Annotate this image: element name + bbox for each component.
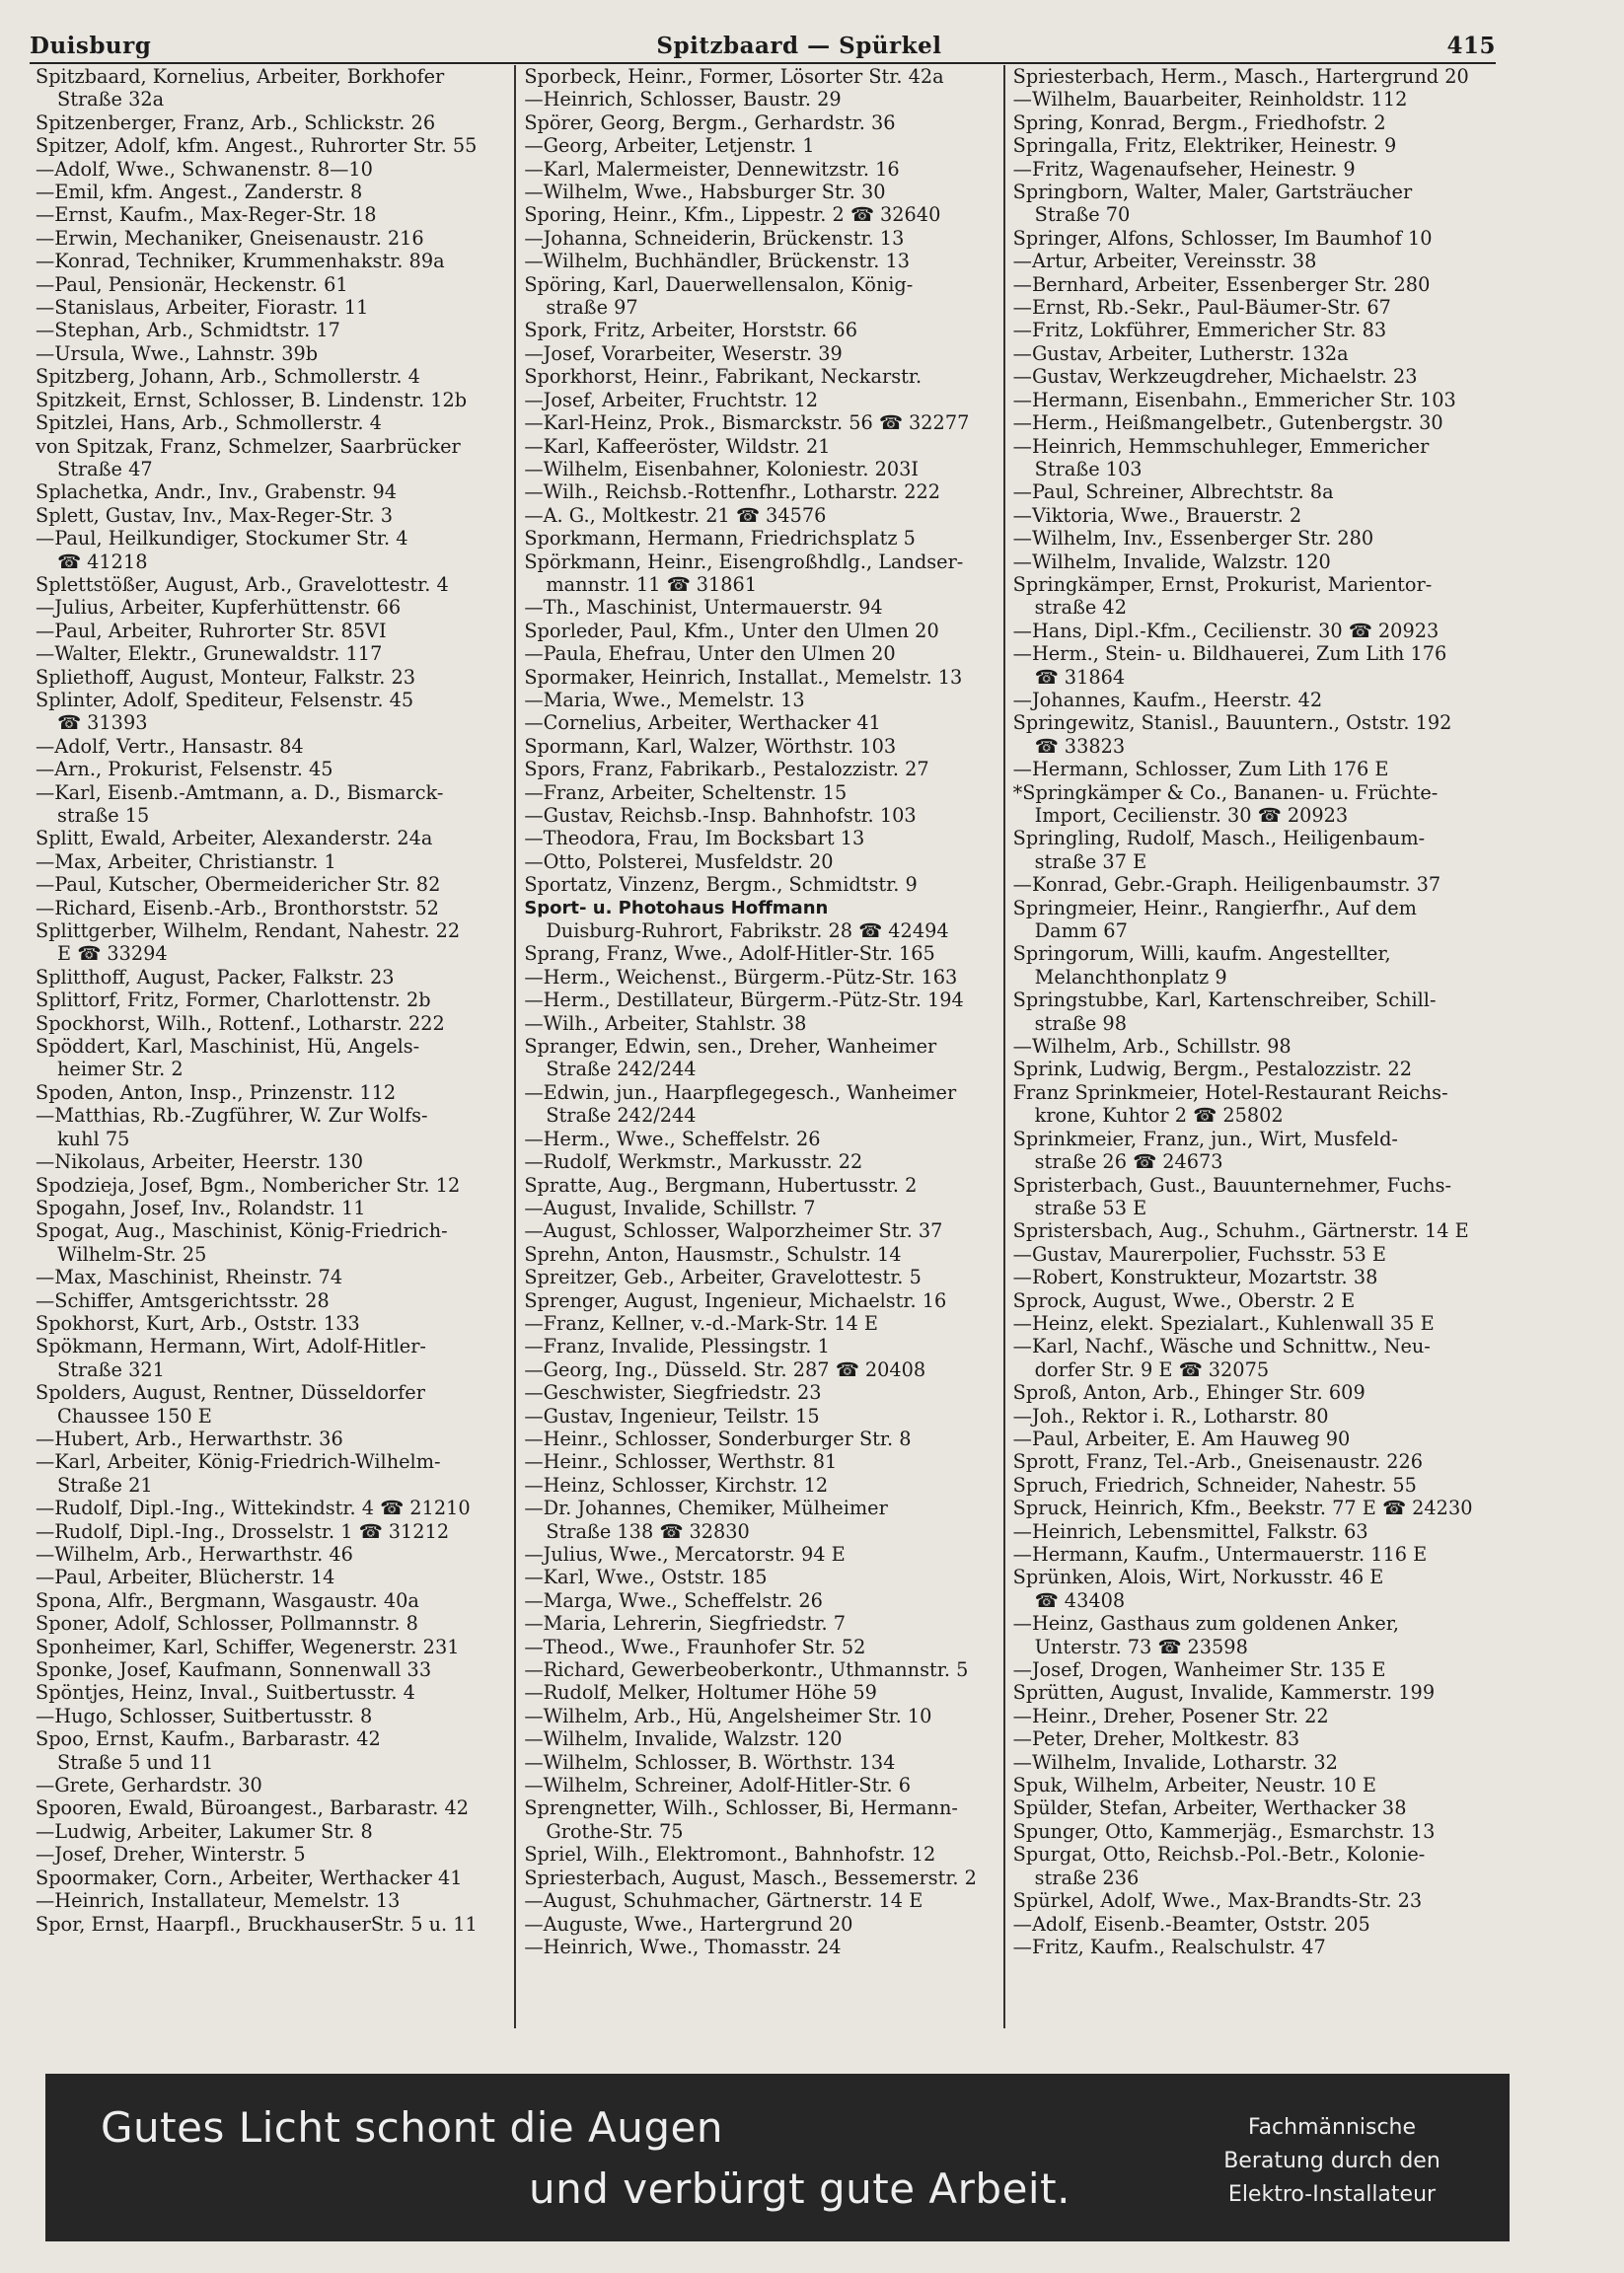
directory-entry: Splittorf, Fritz, Former, Charlottenstr. 2b <box>36 989 431 1012</box>
directory-entry: Straße 242/244 <box>546 1058 697 1081</box>
directory-entry: ☎ 41218 <box>57 550 148 573</box>
directory-entry: Sprütten, August, Invalide, Kammerstr. 199 <box>1012 1681 1436 1705</box>
directory-entry: —Johannes, Kaufm., Heerstr. 42 <box>1012 688 1323 711</box>
directory-entry: Spoo, Ernst, Kaufm., Barbarastr. 42 <box>36 1727 381 1751</box>
directory-entry: Spitzenberger, Franz, Arb., Schlickstr. 26 <box>36 110 436 134</box>
directory-entry: Sprink, Ludwig, Bergm., Pestalozzistr. 22 <box>1012 1058 1413 1081</box>
directory-entry: —Ernst, Kaufm., Max-Reger-Str. 18 <box>36 203 377 227</box>
directory-entry: Spliethoff, August, Monteur, Falkstr. 23 <box>36 665 415 689</box>
directory-entry: Import, Cecilienstr. 30 ☎ 20923 <box>1034 804 1349 827</box>
directory-entry: Spülder, Stefan, Arbeiter, Werthacker 38 <box>1012 1796 1407 1820</box>
directory-entry: —Johanna, Schneiderin, Brückenstr. 13 <box>524 226 905 250</box>
directory-entry: Splettstößer, August, Arb., Gravelottestr. 4 <box>36 572 449 596</box>
directory-entry: —Wilhelm, Invalide, Lotharstr. 32 <box>1012 1750 1338 1774</box>
directory-entry: Springer, Alfons, Schlosser, Im Baumhof 10 <box>1012 226 1433 250</box>
directory-entry: Melanchthonplatz 9 <box>1034 965 1227 989</box>
directory-entry: straße 236 <box>1034 1866 1140 1889</box>
directory-entry: Spruch, Friedrich, Schneider, Nahestr. 55 <box>1012 1473 1417 1497</box>
directory-entry: —Grete, Gerhardstr. 30 <box>36 1774 262 1797</box>
directory-entry: —Nikolaus, Arbeiter, Heerstr. 130 <box>36 1150 364 1174</box>
directory-entry: Spitzberg, Johann, Arb., Schmollerstr. 4 <box>36 365 420 389</box>
directory-entry: —Wilhelm, Invalide, Walzstr. 120 <box>1012 550 1331 573</box>
directory-entry: —Rudolf, Dipl.-Ing., Wittekindstr. 4 ☎ 21210 <box>36 1497 471 1520</box>
directory-entry: Splitthoff, August, Packer, Falkstr. 23 <box>36 965 395 989</box>
directory-entry: —Adolf, Vertr., Hansastr. 84 <box>36 734 304 758</box>
directory-entry: Springmeier, Heinr., Rangierfhr., Auf dem <box>1012 896 1417 919</box>
directory-entry: —Herm., Wwe., Scheffelstr. 26 <box>524 1127 821 1150</box>
directory-entry: Straße 103 <box>1034 457 1143 480</box>
directory-entry: straße 26 ☎ 24673 <box>1034 1150 1223 1174</box>
directory-entry: —Arn., Prokurist, Felsenstr. 45 <box>36 758 333 781</box>
directory-entry: —Heinz, Gasthaus zum goldenen Anker, <box>1012 1612 1399 1636</box>
directory-columns <box>28 65 1492 2028</box>
directory-entry: —Georg, Ing., Düsseld. Str. 287 ☎ 20408 <box>524 1357 926 1381</box>
directory-entry: Straße 70 <box>1034 203 1131 227</box>
directory-entry: —Auguste, Wwe., Hartergrund 20 <box>524 1912 853 1936</box>
directory-entry: Springalla, Fritz, Elektriker, Heinestr. 9 <box>1012 134 1397 158</box>
directory-entry: —Rudolf, Werkmstr., Markusstr. 22 <box>524 1150 863 1174</box>
directory-entry: —Wilhelm, Eisenbahner, Koloniestr. 203I <box>524 457 920 480</box>
directory-entry: —Karl, Nachf., Wäsche und Schnittw., Neu- <box>1012 1335 1431 1358</box>
directory-entry: —Franz, Kellner, v.-d.-Mark-Str. 14 E <box>524 1311 878 1335</box>
directory-entry: —Th., Maschinist, Untermauerstr. 94 <box>524 596 883 620</box>
directory-entry: straße 15 <box>57 804 150 827</box>
directory-entry: straße 37 E <box>1034 849 1147 873</box>
directory-entry: Springewitz, Stanisl., Bauuntern., Oststr. 192 <box>1012 711 1452 735</box>
directory-entry: —Paul, Heilkundiger, Stockumer Str. 4 <box>36 527 408 550</box>
directory-entry: —Karl, Malermeister, Dennewitzstr. 16 <box>524 157 900 181</box>
directory-entry: kuhl 75 <box>57 1127 130 1150</box>
directory-entry: —Cornelius, Arbeiter, Werthacker 41 <box>524 711 881 735</box>
directory-entry: —Josef, Drogen, Wanheimer Str. 135 E <box>1012 1658 1386 1682</box>
directory-entry: —Richard, Eisenb.-Arb., Bronthorststr. 52 <box>36 896 439 919</box>
directory-entry: —Bernhard, Arbeiter, Essenberger Str. 280 <box>1012 272 1431 296</box>
directory-entry: —Wilhelm, Buchhändler, Brückenstr. 13 <box>524 250 911 273</box>
directory-entry: Sprang, Franz, Wwe., Adolf-Hitler-Str. 165 <box>524 942 935 966</box>
directory-entry: —Konrad, Techniker, Krummenhakstr. 89a <box>36 250 445 273</box>
directory-entry: —Geschwister, Siegfriedstr. 23 <box>524 1381 822 1405</box>
directory-entry: —Konrad, Gebr.-Graph. Heiligenbaumstr. 37 <box>1012 873 1441 897</box>
directory-entry: —Max, Arbeiter, Christianstr. 1 <box>36 849 336 873</box>
directory-entry: Sporkmann, Hermann, Friedrichsplatz 5 <box>524 527 916 550</box>
ad-side-line: Elektro-Installateur <box>1227 2182 1437 2207</box>
directory-entry: —Gustav, Reichsb.-Insp. Bahnhofstr. 103 <box>524 804 917 827</box>
directory-entry: Spörer, Georg, Bergm., Gerhardstr. 36 <box>524 110 896 134</box>
directory-entry: Spor, Ernst, Haarpfl., BruckhauserStr. 5 u. 11 <box>36 1912 478 1936</box>
directory-entry: —Marga, Wwe., Scheffelstr. 26 <box>524 1588 823 1612</box>
directory-entry: Sporkhorst, Heinr., Fabrikant, Neckarstr. <box>524 365 923 389</box>
directory-entry: —Karl, Arbeiter, König-Friedrich-Wilhelm- <box>36 1450 441 1474</box>
directory-entry: —Wilhelm, Arb., Schillstr. 98 <box>1012 1035 1292 1059</box>
directory-entry: Wilhelm-Str. 25 <box>57 1242 207 1266</box>
directory-entry: Springborn, Walter, Maler, Gartsträucher <box>1012 181 1413 204</box>
directory-entry: —Wilh., Reichsb.-Rottenfhr., Lotharstr. 222 <box>524 480 940 504</box>
directory-entry: —Richard, Gewerbeoberkontr., Uthmannstr. 5 <box>524 1658 969 1682</box>
directory-entry: —Herm., Heißmangelbetr., Gutenbergstr. 30 <box>1012 411 1443 435</box>
directory-entry: Spitzer, Adolf, kfm. Angest., Ruhrorter Str. 55 <box>36 134 478 158</box>
directory-entry: Franz Sprinkmeier, Hotel-Restaurant Reichs- <box>1012 1080 1448 1104</box>
header-city: Duisburg <box>30 33 152 59</box>
directory-entry: —Josef, Vorarbeiter, Weserstr. 39 <box>524 341 843 365</box>
directory-entry: —Emil, kfm. Angest., Zanderstr. 8 <box>36 181 363 204</box>
directory-entry: —Paul, Arbeiter, Ruhrorter Str. 85VI <box>36 619 387 642</box>
directory-entry: —Gustav, Maurerpolier, Fuchsstr. 53 E <box>1012 1242 1386 1266</box>
directory-entry: Sprinkmeier, Franz, jun., Wirt, Musfeld- <box>1012 1127 1398 1150</box>
directory-entry: Sporleder, Paul, Kfm., Unter den Ulmen 20 <box>524 619 939 642</box>
column-2 <box>516 65 1004 2028</box>
directory-entry: Spoden, Anton, Insp., Prinzenstr. 112 <box>36 1080 397 1104</box>
directory-entry: Spokhorst, Kurt, Arb., Oststr. 133 <box>36 1311 360 1335</box>
directory-entry: ☎ 43408 <box>1034 1588 1126 1612</box>
column-1 <box>28 65 516 2028</box>
directory-entry: Spockhorst, Wilh., Rottenf., Lotharstr. 222 <box>36 1011 445 1035</box>
directory-entry: Spunger, Otto, Kammerjäg., Esmarchstr. 13 <box>1012 1819 1436 1843</box>
directory-entry: Splett, Gustav, Inv., Max-Reger-Str. 3 <box>36 503 394 527</box>
directory-entry: Spriesterbach, Herm., Masch., Hartergrund 20 <box>1012 65 1469 88</box>
directory-entry: —Heinz, elekt. Spezialart., Kuhlenwall 35 E <box>1012 1311 1435 1335</box>
directory-entry: —Josef, Dreher, Winterstr. 5 <box>36 1843 306 1867</box>
directory-entry: Spona, Alfr., Bergmann, Wasgaustr. 40a <box>36 1588 419 1612</box>
directory-entry: Chaussee 150 E <box>57 1404 212 1428</box>
directory-entry: —Ursula, Wwe., Lahnstr. 39b <box>36 341 319 365</box>
directory-entry: —Adolf, Eisenb.-Beamter, Oststr. 205 <box>1012 1912 1370 1936</box>
directory-entry: —Heinr., Dreher, Posener Str. 22 <box>1012 1704 1329 1727</box>
directory-entry: —Otto, Polsterei, Musfeldstr. 20 <box>524 849 834 873</box>
directory-entry: Springkämper, Ernst, Prokurist, Marientor- <box>1012 572 1433 596</box>
directory-entry: —A. G., Moltkestr. 21 ☎ 34576 <box>524 503 827 527</box>
directory-entry: —Rudolf, Melker, Holtumer Höhe 59 <box>524 1681 877 1705</box>
directory-entry: —Fritz, Wagenaufseher, Heinestr. 9 <box>1012 157 1356 181</box>
directory-entry: Spristersbach, Aug., Schuhm., Gärtnerstr. 14 E <box>1012 1219 1469 1243</box>
directory-entry: Straße 5 und 11 <box>57 1750 214 1774</box>
directory-entry: Spogahn, Josef, Inv., Rolandstr. 11 <box>36 1196 366 1219</box>
directory-entry: mannstr. 11 ☎ 31861 <box>546 572 758 596</box>
directory-entry: —Hermann, Schlosser, Zum Lith 176 E <box>1012 758 1389 781</box>
directory-entry: Spitzbaard, Kornelius, Arbeiter, Borkhofer <box>36 65 445 88</box>
directory-entry: dorfer Str. 9 E ☎ 32075 <box>1034 1357 1270 1381</box>
directory-entry: —Ernst, Rb.-Sekr., Paul-Bäumer-Str. 67 <box>1012 296 1391 320</box>
directory-entry: Spitzlei, Hans, Arb., Schmollerstr. 4 <box>36 411 382 435</box>
directory-entry: Spranger, Edwin, sen., Dreher, Wanheimer <box>524 1035 937 1059</box>
directory-entry: —Paul, Schreiner, Albrechtstr. 8a <box>1012 480 1334 504</box>
directory-entry: Sponke, Josef, Kaufmann, Sonnenwall 33 <box>36 1658 432 1682</box>
directory-entry: —Karl-Heinz, Prok., Bismarckstr. 56 ☎ 32277 <box>524 411 970 435</box>
directory-entry: Sprott, Franz, Tel.-Arb., Gneisenaustr. 226 <box>1012 1450 1424 1474</box>
directory-entry: Spuk, Wilhelm, Arbeiter, Neustr. 10 E <box>1012 1774 1376 1797</box>
directory-entry: —Ludwig, Arbeiter, Lakumer Str. 8 <box>36 1819 373 1843</box>
directory-entry: ☎ 31393 <box>57 711 148 735</box>
directory-entry: Sporing, Heinr., Kfm., Lippestr. 2 ☎ 32640 <box>524 203 941 227</box>
directory-entry: —Wilhelm, Arb., Hü, Angelsheimer Str. 10 <box>524 1704 932 1727</box>
directory-entry: Spooren, Ewald, Büroangest., Barbarastr. 42 <box>36 1796 469 1820</box>
directory-entry: —August, Schlosser, Walporzheimer Str. 37 <box>524 1219 943 1243</box>
directory-entry: —Edwin, jun., Haarpflegegesch., Wanheimer <box>524 1080 957 1104</box>
directory-entry: Spörkmann, Heinr., Eisengroßhdlg., Landser- <box>524 550 964 573</box>
header-range: Spitzbaard — Spürkel <box>656 33 942 59</box>
directory-entry: —Hermann, Eisenbahn., Emmericher Str. 103 <box>1012 388 1456 411</box>
directory-entry: Sprengnetter, Wilh., Schlosser, Bi, Hermann- <box>524 1796 958 1820</box>
page-header <box>30 22 1496 64</box>
directory-entry: Spors, Franz, Fabrikarb., Pestalozzistr. 27 <box>524 758 929 781</box>
directory-entry: —Josef, Arbeiter, Fruchtstr. 12 <box>524 388 819 411</box>
directory-entry: Spormann, Karl, Walzer, Wörthstr. 103 <box>524 734 897 758</box>
directory-entry: Spriesterbach, August, Masch., Bessemerstr. 2 <box>524 1866 977 1889</box>
directory-entry: *Springkämper & Co., Bananen- u. Früchte- <box>1012 780 1439 804</box>
directory-entry: straße 53 E <box>1034 1196 1147 1219</box>
directory-entry: Spristerbach, Gust., Bauunternehmer, Fuchs- <box>1012 1173 1452 1197</box>
directory-entry: E ☎ 33294 <box>57 942 168 966</box>
directory-entry: Spoormaker, Corn., Arbeiter, Werthacker 41 <box>36 1866 463 1889</box>
directory-entry: Spormaker, Heinrich, Installat., Memelstr. 13 <box>524 665 963 689</box>
directory-entry: Splitt, Ewald, Arbeiter, Alexanderstr. 24a <box>36 827 433 850</box>
ad-side-line: Beratung durch den <box>1223 2149 1440 2173</box>
directory-entry: —Julius, Wwe., Mercatorstr. 94 E <box>524 1543 846 1566</box>
directory-entry: —Herm., Stein- u. Bildhauerei, Zum Lith 176 <box>1012 642 1447 666</box>
directory-entry: —Erwin, Mechaniker, Gneisenaustr. 216 <box>36 226 424 250</box>
directory-entry: —Gustav, Werkzeugdreher, Michaelstr. 23 <box>1012 365 1418 389</box>
directory-entry: —Heinrich, Hemmschuhleger, Emmericher <box>1012 434 1430 458</box>
directory-entry: —Wilhelm, Bauarbeiter, Reinholdstr. 112 <box>1012 88 1408 111</box>
directory-entry: krone, Kuhtor 2 ☎ 25802 <box>1034 1104 1284 1128</box>
directory-entry: —Paul, Pensionär, Heckenstr. 61 <box>36 272 348 296</box>
directory-entry: Spitzkeit, Ernst, Schlosser, B. Lindenstr. 12b <box>36 388 468 411</box>
directory-entry: Spork, Fritz, Arbeiter, Horststr. 66 <box>524 319 857 342</box>
directory-entry: —Hans, Dipl.-Kfm., Cecilienstr. 30 ☎ 20923 <box>1012 619 1439 642</box>
directory-entry: —Walter, Elektr., Grunewaldstr. 117 <box>36 642 383 666</box>
directory-entry: —Fritz, Lokführer, Emmericher Str. 83 <box>1012 319 1387 342</box>
directory-entry: —Herm., Weichenst., Bürgerm.-Pütz-Str. 163 <box>524 965 958 989</box>
directory-entry: —Heinr., Schlosser, Werthstr. 81 <box>524 1450 838 1474</box>
directory-entry: Springling, Rudolf, Masch., Heiligenbaum- <box>1012 827 1426 850</box>
directory-entry: Straße 47 <box>57 457 153 480</box>
page-number: 415 <box>1446 33 1496 59</box>
directory-entry: —Hermann, Kaufm., Untermauerstr. 116 E <box>1012 1543 1428 1566</box>
directory-entry: —Adolf, Wwe., Schwanenstr. 8—10 <box>36 157 373 181</box>
directory-entry: —Paul, Arbeiter, Blücherstr. 14 <box>36 1566 335 1589</box>
directory-entry: —Peter, Dreher, Moltkestr. 83 <box>1012 1727 1300 1751</box>
ad-side-line: Fachmännische <box>1247 2115 1417 2140</box>
directory-entry: Spöring, Karl, Dauerwellensalon, König- <box>524 272 914 296</box>
directory-entry: Sproß, Anton, Arb., Ehinger Str. 609 <box>1012 1381 1366 1405</box>
directory-entry: Spürkel, Adolf, Wwe., Max-Brandts-Str. 23 <box>1012 1889 1423 1913</box>
directory-entry: —Wilhelm, Inv., Essenberger Str. 280 <box>1012 527 1374 550</box>
directory-entry: —Maria, Lehrerin, Siegfriedstr. 7 <box>524 1612 846 1636</box>
directory-entry: Sport- u. Photohaus Hoffmann <box>524 897 829 918</box>
directory-entry: —August, Schuhmacher, Gärtnerstr. 14 E <box>524 1889 923 1913</box>
directory-entry: —Wilhelm, Schlosser, B. Wörthstr. 134 <box>524 1750 896 1774</box>
directory-entry: —Paul, Arbeiter, E. Am Hauweg 90 <box>1012 1427 1351 1450</box>
directory-entry: Straße 21 <box>57 1473 153 1497</box>
directory-entry: —Heinrich, Wwe., Thomasstr. 24 <box>524 1935 842 1958</box>
directory-entry: heimer Str. 2 <box>57 1058 184 1081</box>
directory-entry: Sprenger, August, Ingenieur, Michaelstr. 16 <box>524 1288 947 1312</box>
directory-entry: Duisburg-Ruhrort, Fabrikstr. 28 ☎ 42494 <box>546 919 949 943</box>
directory-entry: —Gustav, Arbeiter, Lutherstr. 132a <box>1012 341 1349 365</box>
directory-entry: Sprehn, Anton, Hausmstr., Schulstr. 14 <box>524 1242 902 1266</box>
directory-entry: —Wilh., Arbeiter, Stahlstr. 38 <box>524 1011 807 1035</box>
directory-entry: —Julius, Arbeiter, Kupferhüttenstr. 66 <box>36 596 402 620</box>
directory-entry: ☎ 31864 <box>1034 665 1126 689</box>
directory-entry: Sponheimer, Karl, Schiffer, Wegenerstr. 231 <box>36 1635 460 1658</box>
directory-entry: —Matthias, Rb.-Zugführer, W. Zur Wolfs- <box>36 1104 428 1128</box>
directory-entry: —Joh., Rektor i. R., Lotharstr. 80 <box>1012 1404 1329 1428</box>
directory-entry: Spurgat, Otto, Reichsb.-Pol.-Betr., Kolonie- <box>1012 1843 1426 1867</box>
directory-entry: —Heinrich, Schlosser, Baustr. 29 <box>524 88 842 111</box>
directory-entry: —Schiffer, Amtsgerichtsstr. 28 <box>36 1288 330 1312</box>
directory-entry: Spolders, August, Rentner, Düsseldorfer <box>36 1381 425 1405</box>
directory-entry: Straße 32a <box>57 88 165 111</box>
directory-entry: —Herm., Destillateur, Bürgerm.-Pütz-Str. 194 <box>524 989 964 1012</box>
directory-entry: Spreitzer, Geb., Arbeiter, Gravelottestr. 5 <box>524 1266 922 1289</box>
ad-slogan-line2: und verbürgt gute Arbeit. <box>529 2164 1070 2213</box>
directory-entry: Spöntjes, Heinz, Inval., Suitbertusstr. 4 <box>36 1681 415 1705</box>
directory-entry: —August, Invalide, Schillstr. 7 <box>524 1196 816 1219</box>
directory-entry: straße 42 <box>1034 596 1127 620</box>
directory-entry: —Wilhelm, Wwe., Habsburger Str. 30 <box>524 181 886 204</box>
directory-entry: Spriel, Wilh., Elektromont., Bahnhofstr. 12 <box>524 1843 936 1867</box>
directory-entry: —Fritz, Kaufm., Realschulstr. 47 <box>1012 1935 1326 1958</box>
directory-entry: —Hubert, Arb., Herwarthstr. 36 <box>36 1427 343 1450</box>
directory-entry: —Theodora, Frau, Im Bocksbart 13 <box>524 827 865 850</box>
advertisement-banner <box>45 2074 1510 2241</box>
directory-entry: straße 97 <box>546 296 638 320</box>
directory-entry: Straße 242/244 <box>546 1104 697 1128</box>
directory-entry: Sportatz, Vinzenz, Bergm., Schmidtstr. 9 <box>524 873 918 897</box>
directory-entry: —Heinr., Schlosser, Sonderburger Str. 8 <box>524 1427 912 1450</box>
directory-entry: —Paul, Kutscher, Obermeidericher Str. 82 <box>36 873 441 897</box>
ad-slogan-line1: Gutes Licht schont die Augen <box>101 2103 724 2152</box>
directory-entry: Unterstr. 73 ☎ 23598 <box>1034 1635 1248 1658</box>
directory-entry: —Viktoria, Wwe., Brauerstr. 2 <box>1012 503 1302 527</box>
directory-entry: Sponer, Adolf, Schlosser, Pollmannstr. 8 <box>36 1612 418 1636</box>
directory-entry: Splittgerber, Wilhelm, Rendant, Nahestr. 22 <box>36 919 461 943</box>
directory-entry: —Artur, Arbeiter, Vereinsstr. 38 <box>1012 250 1317 273</box>
directory-entry: —Maria, Wwe., Memelstr. 13 <box>524 688 805 711</box>
directory-entry: Sporbeck, Heinr., Former, Lösorter Str. 42a <box>524 65 944 88</box>
directory-entry: Damm 67 <box>1034 919 1128 943</box>
directory-entry: Grothe-Str. 75 <box>546 1819 684 1843</box>
directory-entry: ☎ 33823 <box>1034 734 1126 758</box>
directory-entry: Straße 138 ☎ 32830 <box>546 1519 750 1543</box>
column-3 <box>1005 65 1492 2028</box>
directory-entry: Spratte, Aug., Bergmann, Hubertusstr. 2 <box>524 1173 918 1197</box>
directory-entry: —Stanislaus, Arbeiter, Fiorastr. 11 <box>36 296 369 320</box>
directory-entry: Splinter, Adolf, Spediteur, Felsenstr. 45 <box>36 688 414 711</box>
directory-entry: Straße 321 <box>57 1357 165 1381</box>
directory-entry: Spruck, Heinrich, Kfm., Beekstr. 77 E ☎ 24230 <box>1012 1497 1473 1520</box>
directory-entry: —Karl, Kaffeeröster, Wildstr. 21 <box>524 434 831 458</box>
directory-entry: von Spitzak, Franz, Schmelzer, Saarbrücker <box>36 434 461 458</box>
directory-entry: —Heinrich, Installateur, Memelstr. 13 <box>36 1889 401 1913</box>
directory-entry: Spogat, Aug., Maschinist, König-Friedrich- <box>36 1219 448 1243</box>
ad-side-text <box>1214 2111 1450 2212</box>
directory-entry: —Wilhelm, Invalide, Walzstr. 120 <box>524 1727 843 1751</box>
directory-entry: —Hugo, Schlosser, Suitbertusstr. 8 <box>36 1704 373 1727</box>
directory-entry: —Franz, Arbeiter, Scheltenstr. 15 <box>524 780 848 804</box>
directory-entry: —Theod., Wwe., Fraunhofer Str. 52 <box>524 1635 866 1658</box>
directory-entry: —Paula, Ehefrau, Unter den Ulmen 20 <box>524 642 896 666</box>
directory-entry: —Rudolf, Dipl.-Ing., Drosselstr. 1 ☎ 31212 <box>36 1519 450 1543</box>
directory-entry: —Karl, Wwe., Oststr. 185 <box>524 1566 768 1589</box>
directory-entry: —Wilhelm, Schreiner, Adolf-Hitler-Str. 6 <box>524 1774 911 1797</box>
directory-entry: Spodzieja, Josef, Bgm., Nombericher Str. 12 <box>36 1173 461 1197</box>
directory-entry: Springorum, Willi, kaufm. Angestellter, <box>1012 942 1391 966</box>
directory-entry: Spökmann, Hermann, Wirt, Adolf-Hitler- <box>36 1335 426 1358</box>
directory-entry: —Stephan, Arb., Schmidtstr. 17 <box>36 319 340 342</box>
directory-entry: —Wilhelm, Arb., Herwarthstr. 46 <box>36 1543 353 1566</box>
directory-entry: Sprünken, Alois, Wirt, Norkusstr. 46 E <box>1012 1566 1384 1589</box>
directory-entry: —Karl, Eisenb.-Amtmann, a. D., Bismarck- <box>36 780 444 804</box>
directory-entry: straße 98 <box>1034 1011 1127 1035</box>
directory-entry: —Gustav, Ingenieur, Teilstr. 15 <box>524 1404 820 1428</box>
directory-entry: —Franz, Invalide, Plessingstr. 1 <box>524 1335 830 1358</box>
directory-entry: —Max, Maschinist, Rheinstr. 74 <box>36 1266 343 1289</box>
directory-entry: Splachetka, Andr., Inv., Grabenstr. 94 <box>36 480 398 504</box>
directory-entry: Springstubbe, Karl, Kartenschreiber, Schill- <box>1012 989 1437 1012</box>
directory-entry: —Robert, Konstrukteur, Mozartstr. 38 <box>1012 1266 1378 1289</box>
directory-entry: —Dr. Johannes, Chemiker, Mülheimer <box>524 1497 888 1520</box>
directory-entry: —Heinz, Schlosser, Kirchstr. 12 <box>524 1473 829 1497</box>
directory-entry: —Georg, Arbeiter, Letjenstr. 1 <box>524 134 815 158</box>
directory-entry: Spring, Konrad, Bergm., Friedhofstr. 2 <box>1012 110 1386 134</box>
directory-entry: Spöddert, Karl, Maschinist, Hü, Angels- <box>36 1035 420 1059</box>
directory-entry: Sprock, August, Wwe., Oberstr. 2 E <box>1012 1288 1356 1312</box>
directory-entry: —Heinrich, Lebensmittel, Falkstr. 63 <box>1012 1519 1368 1543</box>
